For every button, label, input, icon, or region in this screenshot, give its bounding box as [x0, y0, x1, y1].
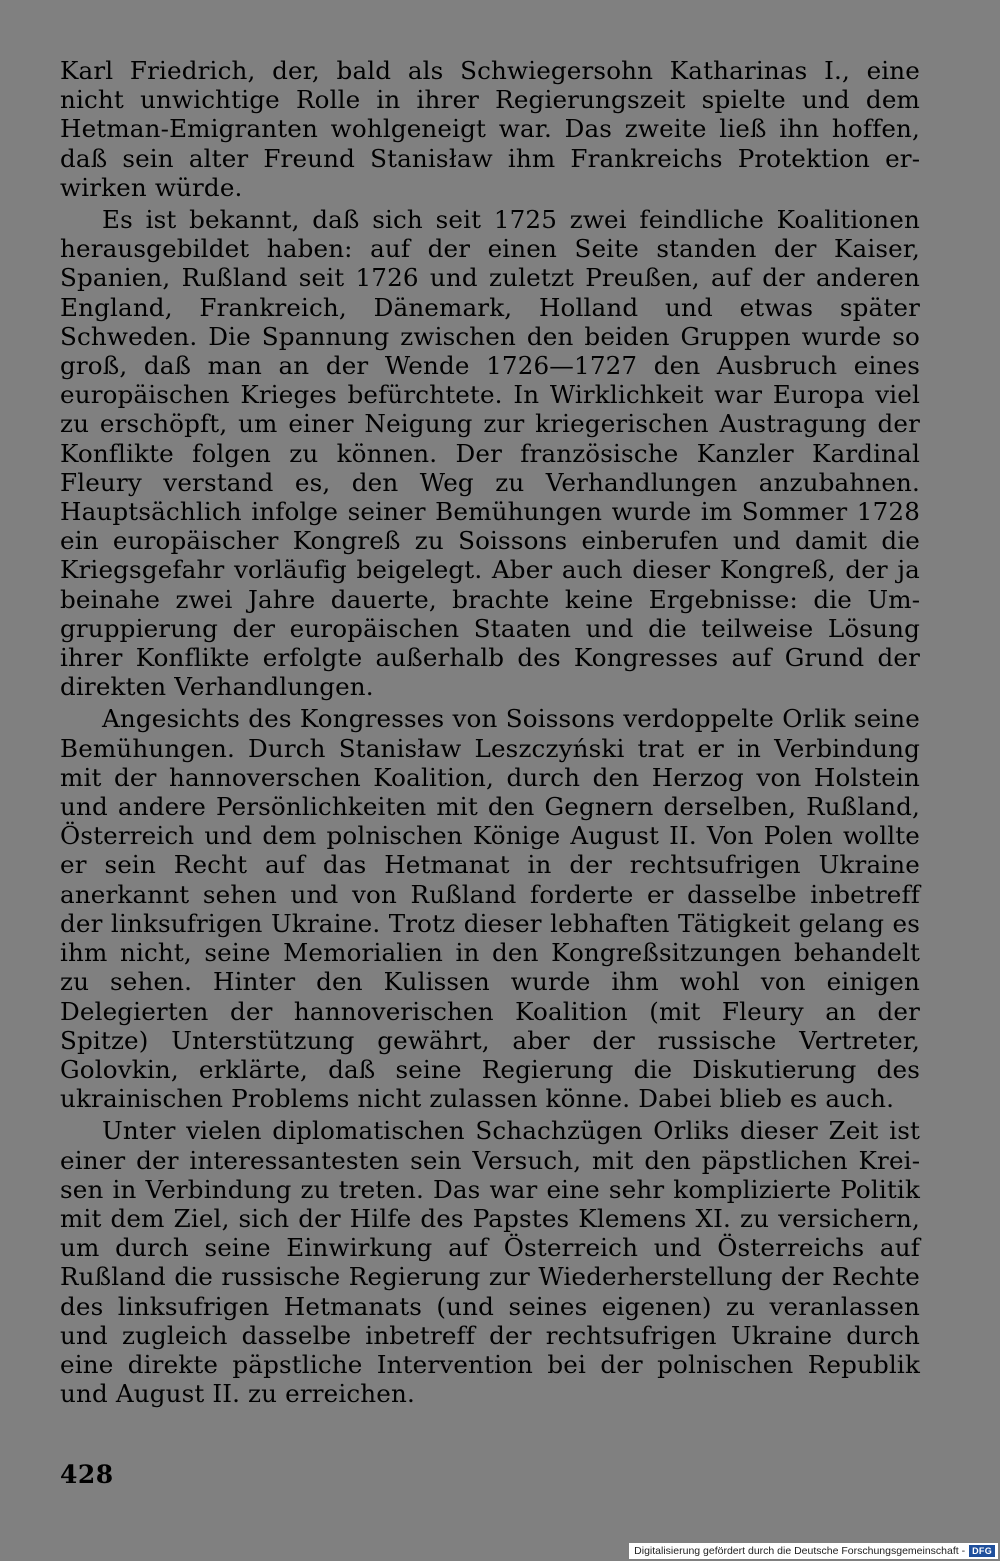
- dfg-logo-icon: DFG: [969, 1545, 995, 1557]
- paragraph-4: Unter vielen diplomatischen Schachzügen Orliks dieser Zeit ist einer der interessantesten sein Versuch, mit den päpstlichen Kreisen in Verbindung zu treten. Das war eine sehr komplizierte Politik mit dem Ziel, sich der Hilfe des Papstes Klemens XI. zu versichern, um durch seine Einwirkung auf Österreich und Österreichs auf Rußland die russische Regierung zur Wiederherstellung der Rechte des linksufrigen Hetmanats (und seines eigenen) zu veranlassen und zugleich dasselbe inbetreff der rechtsufrigen Ukraine durch eine direkte päpstliche Intervention bei der polnischen Republik und August II. zu erreichen.: [60, 1116, 920, 1409]
- text-column: [60, 56, 920, 1411]
- paragraph-3: Angesichts des Kongresses von Soissons verdoppelte Orlik seine Bemühungen. Durch Stanisław Leszczyński trat er in Verbindung mit der hannoverschen Koalition, durch den Herzog von Holstein und andere Persönlichkeiten mit den Gegnern derselben, Rußland, Österreich und dem polnischen Könige August II. Von Polen wollte er sein Recht auf das Hetmanat in der rechtsufrigen Ukraine anerkannt sehen und von Rußland forderte er dasselbe inbetreff der linksufrigen Ukraine. Trotz dieser lebhaften Tätigkeit gelang es ihm nicht, seine Memorialien in den Kongreßsitzungen behandelt zu sehen. Hinter den Kulissen wurde ihm wohl von einigen Delegierten der hannoverischen Koalition (mit Fleury an der Spitze) Unterstützung gewährt, aber der russische Vertreter, Golovkin, erklärte, daß seine Regierung die Diskutierung des ukrainischen Problems nicht zulassen könne. Dabei blieb es auch.: [60, 704, 920, 1114]
- page-number: 428: [60, 1460, 114, 1489]
- paragraph-2: Es ist bekannt, daß sich seit 1725 zwei feindliche Koalitionen herausgebildet haben: auf der einen Seite standen der Kaiser, Spanien, Rußland seit 1726 und zuletzt Preußen, auf der anderen England, Frankreich, Dänemark, Holland und etwas später Schweden. Die Spannung zwischen den beiden Gruppen wurde so groß, daß man an der Wende 1726—1727 den Ausbruch eines europäischen Krieges befürchtete. In Wirklichkeit war Europa viel zu erschöpft, um einer Neigung zur kriegerischen Austragung der Konflikte folgen zu können. Der französische Kanzler Kardinal Fleury verstand es, den Weg zu Verhandlungen anzubahnen. Hauptsächlich infolge seiner Bemühungen wurde im Sommer 1728 ein europäischer Kongreß zu Soissons einberufen und damit die Kriegsgefahr vorläufig beigelegt. Aber auch dieser Kongreß, der ja beinahe zwei Jahre dauerte, brachte keine Ergebnisse: die Umgruppierung der europäischen Staaten und die teilweise Lösung ihrer Konflikte erfolgte außerhalb des Kongresses auf Grund der direkten Verhandlungen.: [60, 205, 920, 702]
- paragraph-1: Karl Friedrich, der, bald als Schwiegersohn Katharinas I., eine nicht unwichtige Rolle in ihrer Regierungszeit spielte und dem Hetman-Emigranten wohlgeneigt war. Das zweite ließ ihn hoffen, daß sein alter Freund Stanisław ihm Frankreichs Protektion erwirken würde.: [60, 56, 920, 202]
- digitization-credit: [629, 1543, 998, 1559]
- credit-text: Digitalisierung gefördert durch die Deutsche Forschungsgemeinschaft -: [634, 1545, 966, 1557]
